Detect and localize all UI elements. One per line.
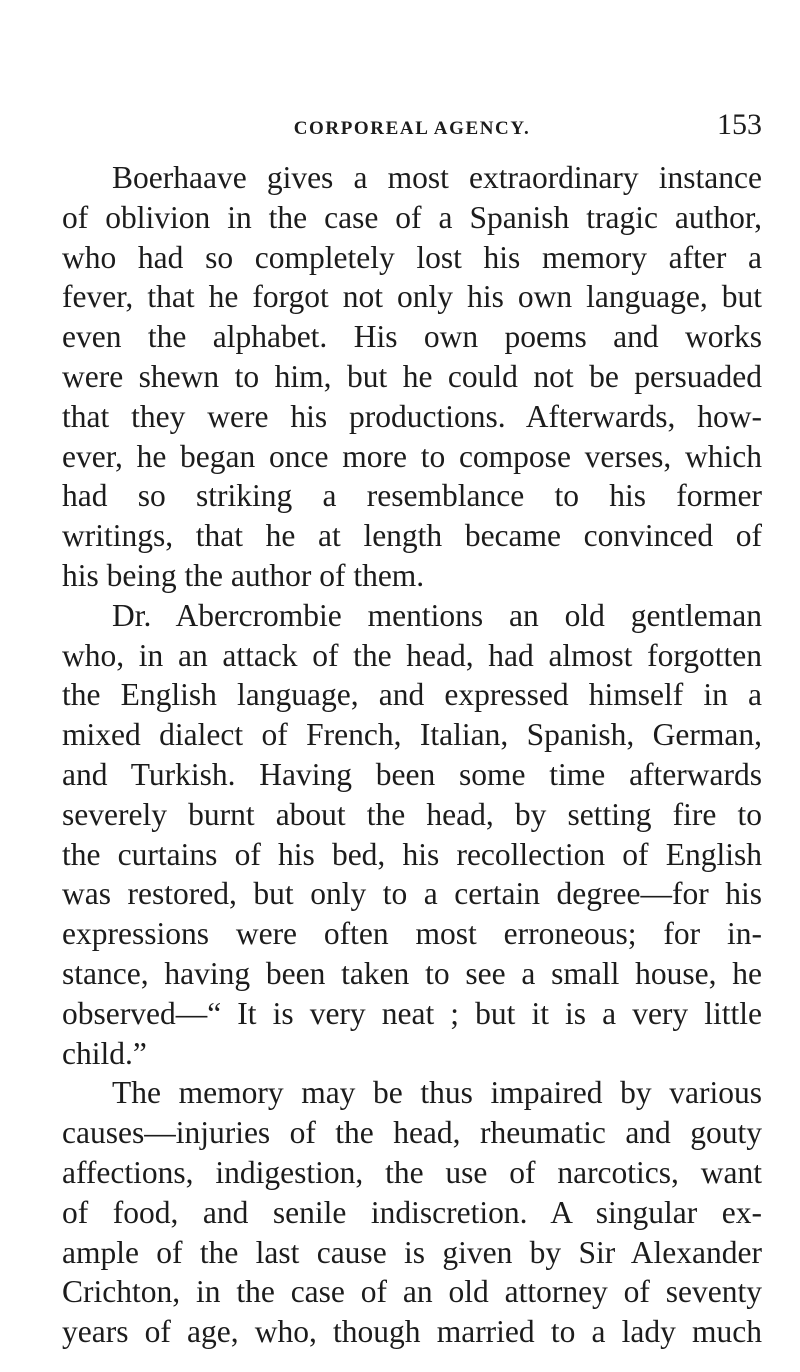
text-line: the curtains of his bed, his recollection of English (62, 836, 762, 872)
text-line: ever, he began once more to compose verses, which (62, 438, 762, 474)
running-head (62, 108, 762, 148)
text-line: stance, having been taken to see a small house, he (62, 956, 762, 991)
text-line: of oblivion in the case of a Spanish tragic author, (62, 199, 762, 235)
text-line: fever, that he forgot not only his own language, but (62, 279, 762, 315)
text-line: even the alphabet. His own poems and works (62, 319, 762, 355)
text-line: Boerhaave gives a most extraordinary instance (112, 160, 762, 195)
text-line: years of age, who, though married to a lady much (62, 1314, 762, 1350)
text-line: of food, and senile indiscretion. A singular ex- (62, 1194, 762, 1230)
text-line: causes—injuries of the head, rheumatic and gouty (62, 1115, 762, 1151)
text-line: and Turkish. Having been some time afterwards (62, 757, 762, 792)
text-line: who, in an attack of the head, had almost forgotten (62, 637, 762, 673)
text-line: were shewn to him, but he could not be persuaded (62, 359, 762, 394)
text-line: Dr. Abercrombie mentions an old gentleman (112, 597, 762, 633)
text-line: who had so completely lost his memory after a (62, 239, 762, 275)
text-line: had so striking a resemblance to his former (62, 478, 762, 514)
text-line: his being the author of them. (62, 558, 425, 593)
text-line: was restored, but only to a certain degree—for his (62, 876, 762, 912)
text-line: affections, indigestion, the use of narcotics, want (62, 1155, 762, 1190)
text-line: observed—“ It is very neat ; but it is a very little (62, 995, 762, 1031)
text-line: the English language, and expressed himself in a (62, 677, 762, 713)
text-line: writings, that he at length became convinced of (62, 518, 762, 554)
text-line: ample of the last cause is given by Sir Alexander (62, 1234, 762, 1270)
text-line: mixed dialect of French, Italian, Spanish, German, (62, 717, 762, 753)
text-line: The memory may be thus impaired by various (112, 1075, 762, 1111)
text-line: that they were his productions. Afterwards, how- (62, 398, 762, 434)
text-line: Crichton, in the case of an old attorney of seventy (62, 1274, 762, 1310)
running-title: CORPOREAL AGENCY. (293, 118, 531, 139)
text-line: child.” (62, 1035, 147, 1071)
text-line: severely burnt about the head, by setting fire to (62, 796, 762, 832)
text-line: expressions were often most erroneous; for in- (62, 916, 762, 952)
page-number: 153 (717, 108, 762, 141)
